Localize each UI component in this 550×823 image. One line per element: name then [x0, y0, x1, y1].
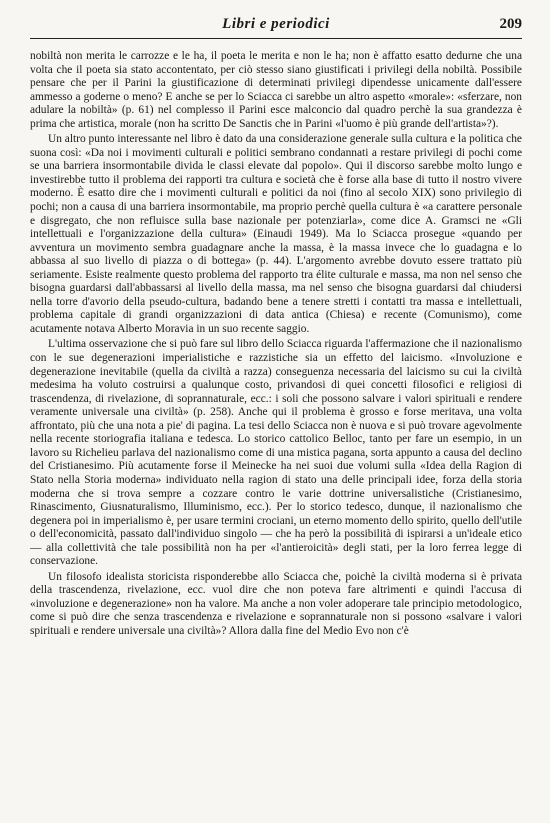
- paragraph: L'ultima osservazione che si può fare sul libro dello Sciacca riguarda l'affermazione che il nazionalismo con le sue degenerazioni imperialistiche e razzistiche sia un effetto del laicismo. «Involuzione e degenerazione inevitabile (quella da civiltà a razza) conseguenza necessaria del laicismo su cui la civiltà medesima ha voluto costruirsi a qualunque costo, privandosi di quei concetti filosofici e religiosi di trascendenza, di rivelazione, di soprannaturale, ecc.: i soli che possono salvare i valori spirituali e rendere veramente universale una civiltà» (p. 258). Anche qui il problema è grosso e forse meritava, una volta affrontato, più che una nota a pie' di pagina. La tesi dello Sciacca non è nuova e si può trovare agevolmente nella recente storiografia italiana e tedesca. Lo storico cattolico Belloc, tanto per fare un esempio, in un lavoro su Richelieu parlava del nazionalismo come di una mistica pagana, sorta appunto a causa del declino del Cristianesimo. Più acutamente forse il Meinecke ha nei suoi due volumi sulla «Idea della Ragion di Stato nella Storia moderna» individuato nella ragion di stato una delle principali idee, forza della storia moderna che si trova sempre a cozzare contro le varie dottrine universalistiche (Cristianesimo, Rinascimento, Giusnaturalismo, Illuminismo, ecc.). Per lo storico tedesco, dunque, il nazionalismo che degenera poi in imperialismo è, per usare termini crociani, un eterno momento dello spirito, quello dell'utile o dell'economicità, passato dall'individuo singolo — che ha però la possibilità di ispirarsi a un'ideale etico — alla collettività che tale possibilità non ha per «l'antieroicità» degli stati, per la loro ferrea legge di conservazione.: [30, 338, 522, 568]
- paragraph: Un altro punto interessante nel libro è dato da una considerazione generale sulla cultura e la politica che suona così: «Da noi i movimenti culturali e politici sembrano condannati a restare privilegi di pochi come se una barriera insormontabile divida le classi elevate dal popolo». Qui il discorso sarebbe molto lungo e investirebbe tutto il problema dei rapporti tra cultura e società che è forse alla base di tutto il nostro vivere moderno. È esatto dire che i movimenti culturali e politici da noi (fino al secolo XIX) sono privilegio di pochi; non a causa di una barriera insormontabile, ma proprio perchè quella cultura è «a carattere personale e disgregato, che non refluisce sulla base nazionale per potenziarla», come dice A. Gramsci ne «Gli intellettuali e l'organizzazione della cultura» (Einaudi 1949). Ma lo Sciacca prosegue «quando per avventura un movimento sembra guadagnare anche la massa, è la massa invece che lo guadagna e lo abbassa al suo livello di piazza o di bottega» (p. 44). L'argomento avrebbe dovuto essere trattato più seriamente. Esiste realmente questo problema del rapporto tra élite culturale e massa, ma non nel senso che bisogna guardarsi dall'abbassarsi al livello della massa, ma nel senso che bisogna guardarsi dal chiudersi nella torre d'avorio della pseudo-cultura, badando bene a tenere stretti i contatti tra massa e intellettuali, problema capitale di grandi organizzazioni di data antica (Chiesa) e recente (Comunismo), come acutamente notava Alberto Moravia in un suo recente saggio.: [30, 133, 522, 335]
- running-title: Libri e periodici: [222, 16, 330, 32]
- page-number: 209: [499, 16, 522, 32]
- page-header: [30, 14, 522, 40]
- paragraph: nobiltà non merita le carrozze e le ha, il poeta le merita e non le ha; non è affatto esatto dedurne che una volta che il poeta sia stato accontentato, per ciò stesso siano giustificati i privilegi della nobiltà. Possibile pensare che per il Parini la giustificazione di determinati privilegi dipendesse unicamente dall'essere ammesso a goderne o meno? E anche se per lo Sciacca ci sarebbe un altro aspetto «morale»: «sferzare, non adulare la nobiltà» (p. 61) nel complesso il Parini esce malconcio dal quadro perchè la sua grandezza è prima che artistica, morale (non ha scritto De Sanctis che in Parini «l'uomo è più grande dell'artista»?).: [30, 50, 522, 130]
- header-rule: [30, 38, 522, 39]
- article-body: [30, 50, 522, 639]
- paragraph: Un filosofo idealista storicista risponderebbe allo Sciacca che, poichè la civiltà moderna si è privata della trascendenza, rivelazione, ecc. vuol dire che non poteva fare altrimenti e quindi l'accusa di «involuzione e degenerazione» non ha valore. Ma anche a non voler adoperare tale principio metodologico, come si può dire che senza trascendenza e rivelazione e soprannaturale non si possono «salvare i valori spirituali e rendere universale una civiltà»? Allora dalla fine del Medio Evo non c'è: [30, 570, 522, 637]
